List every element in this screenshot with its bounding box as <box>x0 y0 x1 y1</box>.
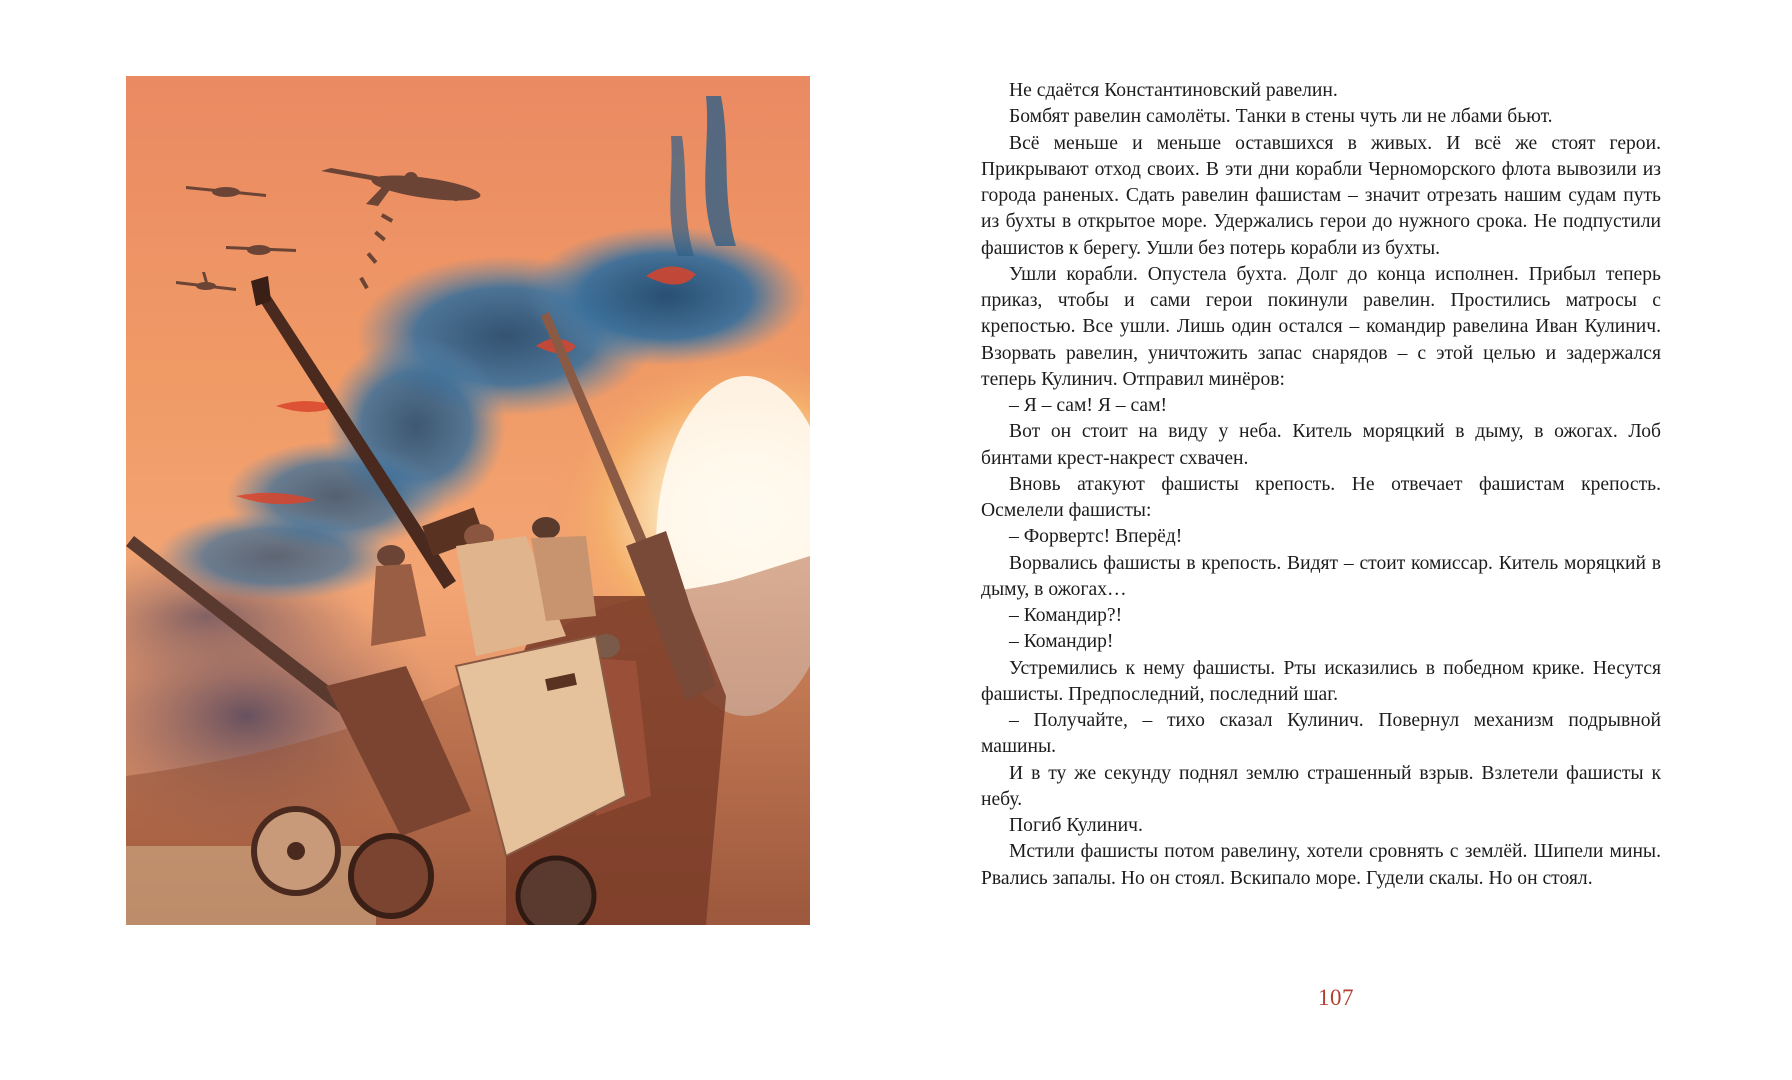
paragraph: – Форвертс! Вперёд! <box>1009 526 1183 548</box>
story-text <box>981 78 1661 892</box>
paragraph: – Командир! <box>1009 631 1114 653</box>
gun-wheel-right <box>351 836 431 916</box>
paragraph: И в ту же секунду поднял землю страшенный взрыв. Взлетели фашисты к небу. <box>981 762 1661 810</box>
page-number: 107 <box>1318 985 1354 1010</box>
paragraph: Всё меньше и меньше оставшихся в живых. И всё же стоят герои. Прикрывают отход своих. В эти дни корабли Черноморского флота вывозили из города раненых. Сдать равелин фашистам – значит отрезать нашим судам путь из бухты в открытое море. Удержались герои до нужного срока. Не подпустили фашистов к берегу. Ушли без потерь корабли из бухты. <box>981 132 1661 259</box>
paragraph: Погиб Кулинич. <box>1009 815 1143 836</box>
paragraph: – Получайте, – тихо сказал Кулинич. Повернул механизм подрывной машины. <box>981 710 1661 758</box>
paragraph: Ворвались фашисты в крепость. Видят – стоит комиссар. Китель моряцкий в дыму, в ожогах… <box>981 552 1661 600</box>
illustration <box>126 76 810 925</box>
paragraph: Не сдаётся Константиновский равелин. <box>1009 80 1338 101</box>
paragraph: Вновь атакуют фашисты крепость. Не отвечает фашистам крепость. Осмелели фашисты: <box>981 473 1661 521</box>
paragraph: Устремились к нему фашисты. Рты исказились в победном крике. Несутся фашисты. Предпоследний, последний шаг. <box>981 657 1661 705</box>
paragraph: – Командир?! <box>1009 605 1123 626</box>
paragraph: Мстили фашисты потом равелину, хотели сровнять с землёй. Шипели мины. Рвались запалы. Но он стоял. Вскипало море. Гудели скалы. Но он стоял. <box>981 841 1661 889</box>
paragraph: Бомбят равелин самолёты. Танки в стены чуть ли не лбами бьют. <box>1009 106 1553 128</box>
paragraph: – Я – сам! Я – сам! <box>1009 395 1168 416</box>
anti-aircraft-battle-painting <box>126 76 810 925</box>
paragraph: Ушли корабли. Опустела бухта. Долг до конца исполнен. Прибыл теперь приказ, чтобы и сами герои покинули равелин. Простились матросы с крепостью. Все ушли. Лишь один остался – командир равелина Иван Кулинич. Взорвать равелин, уничтожить запас снарядов – с этой целью и задержался теперь Кулинич. Отправил минёров: <box>981 263 1661 390</box>
paragraph: Вот он стоит на виду у неба. Китель моряцкий в дыму, в ожогах. Лоб бинтами крест-накрест схвачен. <box>981 421 1661 469</box>
